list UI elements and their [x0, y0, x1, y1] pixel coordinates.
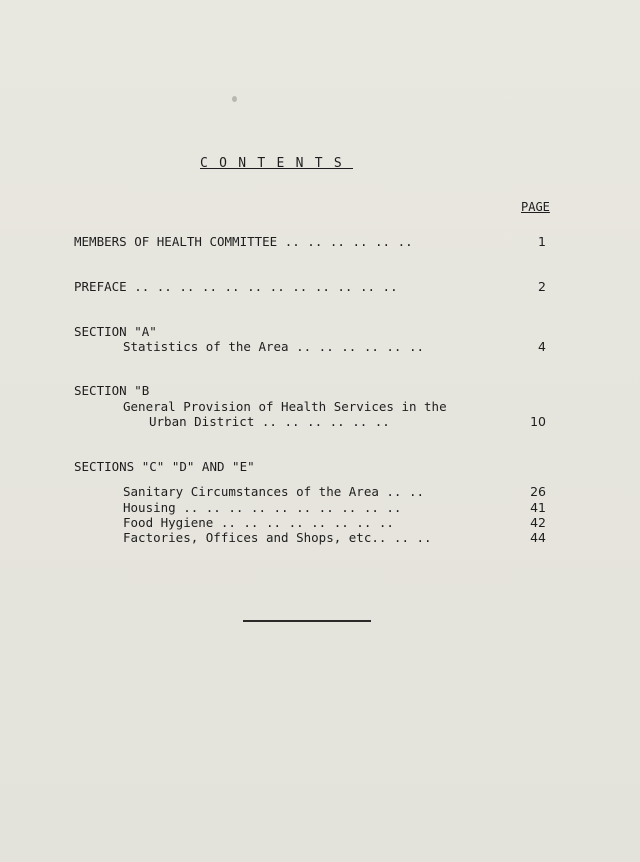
entry-statistics-text: Statistics of the Area .. .. .. .. .. ..	[123, 339, 425, 354]
closing-rule	[243, 620, 371, 622]
entry-general-provision-line1: General Provision of Health Services in the	[123, 399, 447, 414]
entry-general-provision-line2: Urban District .. .. .. .. .. ..	[149, 414, 390, 429]
paper-speck	[232, 96, 237, 102]
entry-members-page: 1	[538, 234, 546, 249]
entry-food-hygiene-page: 42	[530, 515, 546, 530]
section-cde-heading: SECTIONS "C" "D" AND "E"	[74, 459, 255, 474]
section-a-heading: SECTION "A"	[74, 324, 157, 339]
page-column-header: PAGE	[521, 200, 550, 214]
section-b-heading: SECTION "B	[74, 383, 150, 398]
entry-general-provision-page: 10	[530, 414, 546, 429]
entry-preface-text: PREFACE .. .. .. .. .. .. .. .. .. .. .. ..	[74, 279, 398, 294]
entry-preface-page: 2	[538, 279, 546, 294]
entry-food-hygiene-text: Food Hygiene .. .. .. .. .. .. .. ..	[123, 515, 394, 530]
contents-title: CONTENTS	[200, 156, 354, 171]
entry-statistics-page: 4	[538, 339, 546, 354]
entry-members-text: MEMBERS OF HEALTH COMMITTEE .. .. .. .. .. ..	[74, 234, 413, 249]
entry-sanitary-text: Sanitary Circumstances of the Area .. ..	[123, 484, 425, 499]
entry-sanitary-page: 26	[530, 484, 546, 499]
entry-housing-text: Housing .. .. .. .. .. .. .. .. .. ..	[123, 500, 402, 515]
entry-factories-page: 44	[530, 530, 546, 545]
entry-housing-page: 41	[530, 500, 546, 515]
entry-factories-text: Factories, Offices and Shops, etc.. .. ..	[123, 530, 432, 545]
